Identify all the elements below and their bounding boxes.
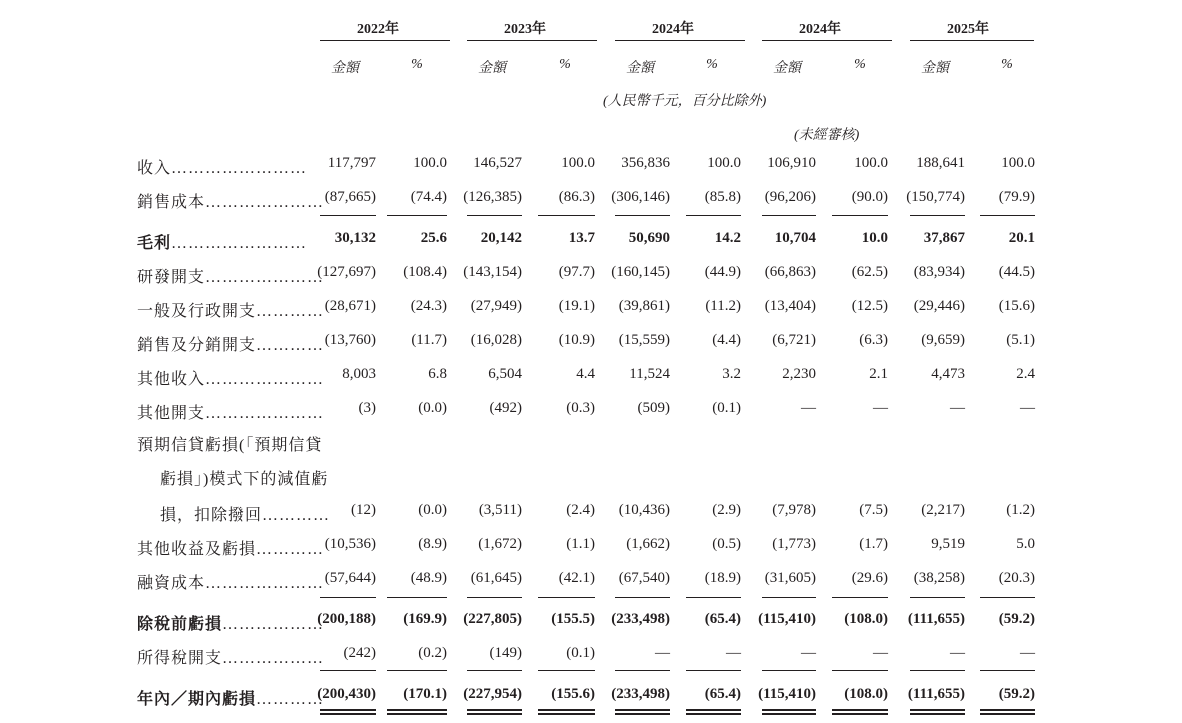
year-rule [615,40,745,41]
amount-cell: (57,644) [324,570,376,586]
amount-cell: 117,797 [327,155,376,171]
percent-cell: — [1020,400,1035,416]
percent-cell: 100.0 [1001,155,1035,171]
percent-cell: 2.1 [869,366,888,382]
percent-cell: (170.1) [403,686,447,702]
percent-cell: — [726,645,741,661]
row-label-text: 研發開支 [137,269,206,286]
amount-cell: 10,704 [774,230,816,246]
percent-cell: (0.1) [566,645,595,661]
amount-cell: 106,910 [767,155,816,171]
subtotal-rule [387,670,447,671]
amount-header: 金額 [331,61,359,76]
percent-cell: (7.5) [859,502,888,518]
subtotal-rule [615,597,670,598]
amount-cell: 9,519 [931,536,965,552]
row-label-text: 銷售及分銷開支 [137,337,257,354]
amount-cell: (15,559) [618,332,670,348]
percent-cell: (59.2) [998,686,1035,702]
amount-cell: (67,540) [618,570,670,586]
subtotal-rule [467,597,522,598]
percent-cell: 13.7 [568,230,595,246]
amount-cell: 8,003 [342,366,376,382]
amount-cell: (31,605) [764,570,816,586]
amount-cell: (115,410) [758,611,816,627]
percent-cell: (11.2) [705,298,741,314]
amount-cell: (233,498) [611,686,670,702]
percent-cell: 3.2 [722,366,741,382]
subtotal-rule [467,215,522,216]
amount-cell: (3) [358,400,376,416]
amount-cell: (3,511) [478,502,522,518]
row-label [137,611,325,634]
leader-dots: ……………… [222,616,325,633]
subtotal-rule [538,670,595,671]
amount-cell: (13,404) [764,298,816,314]
row-label-text: 其他收入 [137,371,206,388]
subtotal-rule [686,670,741,671]
percent-cell: (59.2) [998,611,1035,627]
year-rule [320,40,450,41]
unaudited-note: (未經審核) [794,128,860,143]
percent-cell: (29.6) [851,570,888,586]
amount-cell: (28,671) [324,298,376,314]
row-label-text: 損，扣除撥回 [160,507,263,524]
amount-cell: (227,954) [463,686,522,702]
percent-cell: (5.1) [1006,332,1035,348]
total-double-rule [387,709,447,715]
subtotal-rule [980,215,1035,216]
percent-cell: (0.0) [418,400,447,416]
amount-cell: 37,867 [923,230,965,246]
leader-dots: ………………… [205,269,325,286]
percent-cell: (12.5) [851,298,888,314]
row-label-text: 其他開支 [137,405,206,422]
amount-cell: (143,154) [463,264,522,280]
units-note: (人民幣千元，百分比除外) [603,94,767,109]
row-label-text: 收入 [137,160,172,177]
amount-header: 金額 [626,61,654,76]
amount-cell: (9,659) [921,332,965,348]
subtotal-rule [762,215,816,216]
amount-cell: 356,836 [621,155,670,171]
percent-cell: (86.3) [558,189,595,205]
row-label [137,298,325,321]
year-header-2023: 2023年 [504,22,546,37]
amount-cell: — [950,645,965,661]
amount-cell: — [801,645,816,661]
percent-cell: (85.8) [704,189,741,205]
percent-cell: (97.7) [558,264,595,280]
amount-cell: (1,672) [478,536,522,552]
percent-cell: (65.4) [704,611,741,627]
total-double-rule [467,709,522,715]
row-label [137,686,325,709]
subtotal-rule [910,670,965,671]
percent-cell: (18.9) [704,570,741,586]
leader-dots: ………………… [205,194,325,211]
amount-cell: (38,258) [913,570,965,586]
row-label-text: 預期信貸虧損(「預期信貸 [137,437,323,454]
percent-cell: (1.2) [1006,502,1035,518]
percent-cell: 14.2 [714,230,741,246]
amount-cell: (160,145) [611,264,670,280]
leader-dots: ………… [256,303,325,320]
percent-cell: — [873,645,888,661]
amount-cell: (83,934) [913,264,965,280]
amount-cell: (16,028) [470,332,522,348]
subtotal-rule [615,215,670,216]
percent-cell: 100.0 [854,155,888,171]
percent-cell: 5.0 [1016,536,1035,552]
leader-dots: ………… [256,691,325,708]
total-double-rule [762,709,816,715]
percent-header: % [1001,57,1013,72]
subtotal-rule [538,597,595,598]
year-header-2024: 2024年 [652,22,694,37]
percent-cell: 4.4 [576,366,595,382]
percent-cell: 10.0 [861,230,888,246]
amount-cell: (509) [637,400,670,416]
percent-cell: 100.0 [707,155,741,171]
row-label [137,189,325,212]
row-label [137,155,308,178]
amount-cell: (6,721) [772,332,816,348]
amount-cell: (492) [489,400,522,416]
row-label-text: 一般及行政開支 [137,303,257,320]
percent-cell: (62.5) [851,264,888,280]
subtotal-rule [320,597,376,598]
amount-cell: (111,655) [907,686,965,702]
percent-cell: (48.9) [410,570,447,586]
amount-cell: (10,436) [618,502,670,518]
percent-cell: (0.2) [418,645,447,661]
amount-cell: (150,774) [906,189,965,205]
row-label-text: 虧損」)模式下的減值虧 [160,471,329,488]
percent-cell: (1.7) [859,536,888,552]
percent-cell: — [873,400,888,416]
percent-cell: (42.1) [558,570,595,586]
amount-cell: (111,655) [907,611,965,627]
row-label [137,645,325,668]
subtotal-rule [910,597,965,598]
total-double-rule [832,709,888,715]
total-double-rule [910,709,965,715]
year-header-2022: 2022年 [357,22,399,37]
subtotal-rule [615,670,670,671]
percent-cell: 100.0 [561,155,595,171]
percent-cell: 6.8 [428,366,447,382]
row-label [137,432,323,455]
amount-cell: — [655,645,670,661]
amount-cell: 30,132 [334,230,376,246]
subtotal-rule [320,670,376,671]
row-label [137,536,325,559]
percent-cell: (108.0) [844,611,888,627]
amount-cell: (126,385) [463,189,522,205]
amount-cell: (96,206) [764,189,816,205]
percent-cell: (44.5) [998,264,1035,280]
year-rule [910,40,1034,41]
amount-cell: (61,645) [470,570,522,586]
subtotal-rule [980,670,1035,671]
subtotal-rule [320,215,376,216]
leader-dots: ………………… [205,405,325,422]
leader-dots: …………………… [171,235,308,252]
row-label [160,502,331,525]
amount-cell: (1,662) [626,536,670,552]
percent-cell: (10.9) [558,332,595,348]
subtotal-rule [686,597,741,598]
subtotal-rule [467,670,522,671]
amount-cell: 11,524 [629,366,670,382]
subtotal-rule [686,215,741,216]
subtotal-rule [762,597,816,598]
row-label-text: 毛利 [137,235,172,252]
year-rule [467,40,597,41]
amount-cell: (2,217) [921,502,965,518]
row-label [160,466,329,489]
amount-cell: (227,805) [463,611,522,627]
percent-cell: (0.3) [566,400,595,416]
percent-cell: (90.0) [851,189,888,205]
percent-cell: (24.3) [410,298,447,314]
percent-cell: 20.1 [1008,230,1035,246]
row-label [137,366,325,389]
percent-header: % [706,57,718,72]
year-rule [762,40,892,41]
row-label-text: 其他收益及虧損 [137,541,257,558]
row-label [137,332,325,355]
amount-cell: 4,473 [931,366,965,382]
percent-cell: (169.9) [403,611,447,627]
row-label-text: 銷售成本 [137,194,206,211]
amount-cell: (233,498) [611,611,670,627]
percent-cell: (1.1) [566,536,595,552]
percent-cell: (19.1) [558,298,595,314]
amount-cell: 50,690 [628,230,670,246]
row-label [137,264,325,287]
percent-cell: (0.1) [712,400,741,416]
amount-cell: 2,230 [782,366,816,382]
amount-cell: (39,861) [618,298,670,314]
percent-cell: (155.6) [551,686,595,702]
percent-cell: 2.4 [1016,366,1035,382]
percent-cell: (4.4) [712,332,741,348]
amount-cell: (306,146) [611,189,670,205]
percent-cell: (2.4) [566,502,595,518]
total-double-rule [686,709,741,715]
amount-cell: (149) [489,645,522,661]
amount-cell: (127,697) [317,264,376,280]
row-label-text: 所得稅開支 [137,650,223,667]
amount-cell: (66,863) [764,264,816,280]
total-double-rule [980,709,1035,715]
amount-cell: — [950,400,965,416]
total-double-rule [615,709,670,715]
row-label-text: 年內／期內虧損 [137,691,257,708]
amount-cell: (242) [343,645,376,661]
leader-dots: ……………… [222,650,325,667]
subtotal-rule [387,597,447,598]
total-double-rule [538,709,595,715]
subtotal-rule [832,215,888,216]
amount-cell: (87,665) [324,189,376,205]
amount-cell: (13,760) [324,332,376,348]
amount-cell: 20,142 [480,230,522,246]
percent-header: % [854,57,866,72]
percent-header: % [411,57,423,72]
percent-cell: 100.0 [413,155,447,171]
percent-cell: (15.6) [998,298,1035,314]
total-double-rule [320,709,376,715]
percent-cell: (0.5) [712,536,741,552]
row-label [137,230,308,253]
leader-dots: ………… [256,337,325,354]
percent-cell: (108.0) [844,686,888,702]
row-label [137,400,325,423]
percent-cell: — [1020,645,1035,661]
amount-cell: (200,430) [317,686,376,702]
subtotal-rule [387,215,447,216]
percent-cell: (0.0) [418,502,447,518]
percent-cell: (6.3) [859,332,888,348]
row-label-text: 除稅前虧損 [137,616,223,633]
row-label [137,570,325,593]
percent-cell: 25.6 [420,230,447,246]
subtotal-rule [910,215,965,216]
percent-cell: (44.9) [704,264,741,280]
amount-cell: (29,446) [913,298,965,314]
percent-header: % [559,57,571,72]
amount-cell: (7,978) [772,502,816,518]
amount-cell: (27,949) [470,298,522,314]
subtotal-rule [980,597,1035,598]
percent-cell: (155.5) [551,611,595,627]
subtotal-rule [832,597,888,598]
percent-cell: (2.9) [712,502,741,518]
amount-header: 金額 [921,61,949,76]
year-header-2025: 2025年 [947,22,989,37]
percent-cell: (65.4) [704,686,741,702]
percent-cell: (20.3) [998,570,1035,586]
amount-cell: 6,504 [488,366,522,382]
amount-cell: 146,527 [473,155,522,171]
percent-cell: (79.9) [998,189,1035,205]
leader-dots: …………………… [171,160,308,177]
amount-cell: (200,188) [317,611,376,627]
subtotal-rule [762,670,816,671]
leader-dots: ………………… [205,575,325,592]
row-label-text: 融資成本 [137,575,206,592]
amount-cell: (1,773) [772,536,816,552]
percent-cell: (74.4) [410,189,447,205]
amount-header: 金額 [478,61,506,76]
subtotal-rule [832,670,888,671]
subtotal-rule [538,215,595,216]
leader-dots: ………………… [205,371,325,388]
amount-cell: (10,536) [324,536,376,552]
year-header-2024-interim: 2024年 [799,22,841,37]
leader-dots: ………… [262,507,331,524]
percent-cell: (11.7) [411,332,447,348]
percent-cell: (108.4) [403,264,447,280]
amount-cell: (115,410) [758,686,816,702]
amount-cell: (12) [351,502,376,518]
percent-cell: (8.9) [418,536,447,552]
leader-dots: ………… [256,541,325,558]
amount-header: 金額 [773,61,801,76]
amount-cell: — [801,400,816,416]
amount-cell: 188,641 [916,155,965,171]
